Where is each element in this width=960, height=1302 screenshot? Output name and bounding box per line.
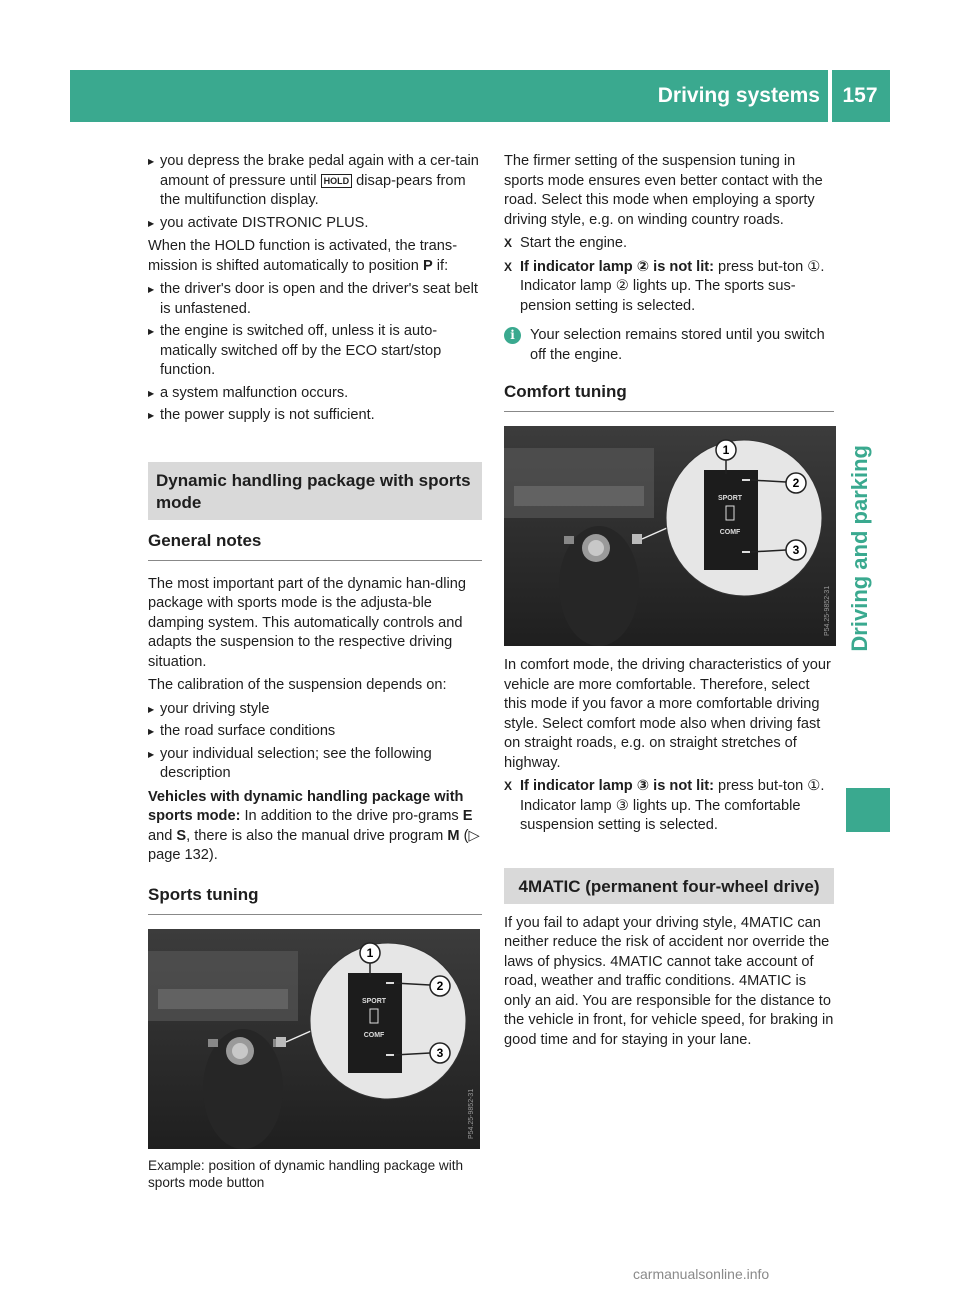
list-item: ▶ the power supply is not sufficient. [148, 406, 482, 426]
step-result: Indicator lamp ② lights up. The sports sus-pension setting is selected. [520, 278, 796, 314]
text: if: [432, 257, 449, 274]
button-1-ref: ① [807, 778, 821, 794]
info-note [504, 326, 834, 365]
hold-paragraph [148, 237, 482, 276]
console-illustration [504, 426, 836, 646]
list-item [148, 214, 482, 234]
calibration-paragraph: The calibration of the suspension depends on: [148, 677, 447, 693]
callout-2-label: 2 [436, 978, 444, 993]
comfort-paragraph: In comfort mode, the driving characteristics of your vehicle are more comfortable. Therefore, select this mode if you favor a more comfortable driving style. Select comfort mode also when driving fast on straight roads, e.g. on straight stretches of highway. [504, 657, 831, 771]
hold-indicator-symbol: HOLD [321, 174, 353, 188]
text: . [820, 258, 825, 275]
sports-button-location [276, 1037, 286, 1047]
text: When the HOLD function is activated, the trans-mission is shifted automatically to position [148, 238, 458, 274]
step-arrow-icon: X [504, 779, 513, 793]
subheading-comfort-tuning: Comfort tuning [504, 381, 834, 412]
general-notes-paragraph: The most important part of the dynamic han-dling package with sports mode is the adjusta-ble damping system. This automatically controls and adapts the suspension to the respective driving situation. [148, 575, 466, 670]
callout-2-label: 2 [792, 476, 800, 490]
bullet-text: disap-pears from the multifunction display. [160, 172, 466, 208]
step-text: Start the engine. [520, 235, 628, 251]
list-item: ▶ the engine is switched off, unless it is auto-matically switched off by the ECO start/stop function. [148, 322, 482, 381]
drive-program-m: M [447, 827, 460, 844]
text: , there is also the manual drive program [186, 827, 448, 844]
section-title-dynamic-handling: Dynamic handling package with sports mode [148, 462, 482, 520]
left-column [148, 152, 482, 1191]
console-illustration [148, 929, 480, 1149]
step-result: Indicator lamp ③ lights up. The comfortable suspension setting is selected. [520, 797, 801, 833]
step-start-engine [504, 234, 834, 254]
text: press but-ton [713, 258, 808, 275]
subheading-sports-tuning: Sports tuning [148, 884, 482, 915]
callout-3-label: 3 [792, 543, 800, 557]
step-arrow-icon: X [504, 259, 513, 274]
bullet-text: you depress the brake pedal again with a cer-tain amount of pressure until [160, 153, 479, 189]
step-sport-lamp [504, 258, 834, 317]
callout-3-label: 3 [436, 1045, 444, 1060]
watermark: carmanualsonline.info [633, 1266, 770, 1282]
list-item [148, 152, 482, 211]
button-1-ref: ① [807, 258, 821, 275]
text: ( [459, 827, 469, 844]
comf-label: COMF [363, 1031, 385, 1039]
hold-bullet-list [148, 280, 482, 426]
page-number: 157 [842, 84, 878, 107]
text: . [820, 778, 825, 794]
comfort-mode-button-figure [504, 426, 836, 646]
right-column [504, 152, 834, 1054]
page-reference[interactable]: page 132). [148, 847, 218, 863]
vehicles-paragraph [148, 788, 482, 866]
text: and [148, 827, 177, 844]
figure-code: P54.25-9852-31 [824, 585, 831, 636]
info-icon: i [504, 327, 521, 344]
callout-1-label: 1 [366, 945, 374, 960]
subheading-general-notes: General notes [148, 530, 482, 561]
comf-label: COMF [719, 529, 741, 536]
header-divider [828, 70, 832, 122]
text: In addition to the drive pro-grams [240, 808, 463, 824]
drive-program-s: S [176, 827, 187, 844]
gear-position-p: P [422, 257, 433, 274]
sport-label: SPORT [361, 997, 387, 1005]
sports-button-location [632, 534, 642, 544]
list-item: ▶ your individual selection; see the following description [148, 745, 482, 784]
text: Vehicles with dynamic handling package with sports mode: [148, 788, 464, 824]
text: If indicator lamp [520, 778, 637, 794]
calibration-bullet-list [148, 700, 482, 784]
side-tab-label: Driving and parking [847, 445, 872, 652]
bullet-text: you activate DISTRONIC PLUS. [160, 214, 369, 231]
figure-code: P54.25-9852-31 [468, 1088, 475, 1139]
sport-label: SPORT [717, 495, 743, 502]
sports-mode-button-figure [148, 929, 480, 1149]
side-tab-marker [846, 788, 890, 832]
page-ref-arrow-icon: ▷ [468, 827, 480, 844]
text: press but-ton [713, 778, 808, 794]
drive-program-e: E [462, 808, 473, 824]
4matic-paragraph: If you fail to adapt your driving style, 4MATIC can neither reduce the risk of accident nor override the laws of physics. 4MATIC cannot take account of road, weather and traffic conditions. 4MATIC is only an aid. You are responsible for the distance to the vehicle in front, for vehicle speed, for braking in good time and for staying in your lane. [504, 914, 834, 1048]
figure-caption: Example: position of dynamic handling package with sports mode button [148, 1157, 464, 1190]
list-item: ▶ the road surface conditions [148, 722, 482, 742]
text: If indicator lamp [520, 258, 637, 275]
text: is not lit: [649, 778, 714, 794]
list-item: ▶ the driver's door is open and the driver's seat belt is unfastened. [148, 280, 482, 319]
step-arrow-icon: X [504, 236, 513, 250]
info-text: Your selection remains stored until you switch off the engine. [530, 327, 825, 363]
lamp-3-ref: ③ [636, 778, 650, 794]
list-item: ▶ your driving style [148, 700, 482, 720]
callout-1-label: 1 [722, 443, 730, 457]
section-header-title: Driving systems [657, 84, 820, 107]
intro-bullet-list [148, 152, 482, 233]
section-title-4matic: 4MATIC (permanent four-wheel drive) [504, 868, 834, 904]
step-comfort-lamp [504, 777, 834, 836]
list-item: ▶ a system malfunction occurs. [148, 384, 482, 404]
firmer-setting-paragraph: The firmer setting of the suspension tuning in sports mode ensures even better contact with the road. Select this mode when employing a sporty driving style, e.g. on winding country roads. [504, 153, 823, 228]
lamp-2-ref: ② [636, 258, 650, 275]
text: is not lit: [649, 258, 714, 275]
